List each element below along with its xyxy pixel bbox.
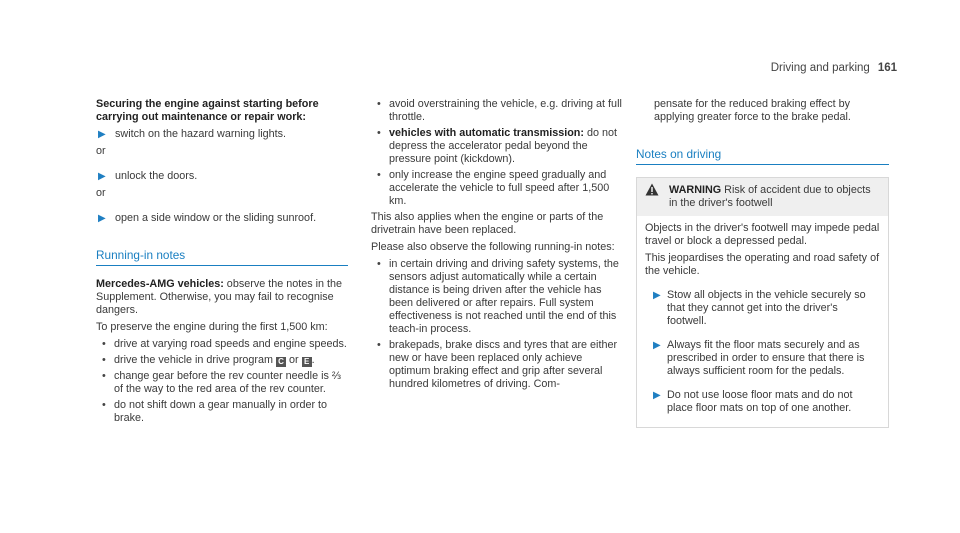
step-hazard-lights: ▶ switch on the hazard warning lights. <box>98 128 287 140</box>
warning-step: ▶ Stow all objects in the vehicle securely so that they cannot get into the driver's footwell. <box>653 289 866 327</box>
arrow-right-icon: ▶ <box>653 290 661 301</box>
step-open-window: ▶ open a side window or the sliding sunroof. <box>98 212 317 224</box>
step-unlock-doors: ▶ unlock the doors. <box>98 170 198 182</box>
arrow-right-icon: ▶ <box>98 171 106 182</box>
column-2 <box>371 98 623 394</box>
list-item: • only increase the engine speed gradually and accelerate the vehicle to full speed after 1,500 km. <box>371 169 623 208</box>
list-item: • change gear before the rev counter needle is ⅔ of the way to the red area of the rev counter. <box>96 370 348 396</box>
page-number: 161 <box>877 62 897 74</box>
column-1 <box>96 98 348 428</box>
paragraph: Please also observe the following running-in notes: <box>371 241 615 253</box>
warning-triangle-icon <box>645 183 659 200</box>
or-text: or <box>96 145 106 157</box>
list-item: • vehicles with automatic transmission: do not depress the accelerator pedal beyond the pressure point (kickdown). <box>371 127 623 166</box>
page-header <box>771 62 897 74</box>
continued-text: pensate for the reduced braking effect by applying greater force to the brake pedal. <box>654 98 851 123</box>
paragraph: This jeopardises the operating and road safety of the vehicle. <box>645 252 880 277</box>
list-item: • avoid overstraining the vehicle, e.g. driving at full throttle. <box>371 98 623 124</box>
column-3 <box>636 98 889 428</box>
securing-heading: Securing the engine against starting before carrying out maintenance or repair work: <box>96 98 319 123</box>
warning-box <box>636 177 889 428</box>
section-title-notes-on-driving: Notes on driving <box>636 148 889 165</box>
amg-note: Mercedes-AMG vehicles: observe the notes in the Supplement. Otherwise, you may fail to recognise dangers. <box>96 278 343 316</box>
list-item: • drive the vehicle in drive program C or E . <box>96 354 348 367</box>
warning-body <box>637 216 888 427</box>
header-section: Driving and parking <box>770 62 870 74</box>
paragraph: This also applies when the engine or parts of the drivetrain have been replaced. <box>371 211 604 236</box>
section-title-running-in: Running-in notes <box>96 249 348 266</box>
warning-label: WARNING <box>669 184 722 196</box>
drive-program-c-icon: C <box>276 357 286 367</box>
arrow-right-icon: ▶ <box>653 390 661 401</box>
drive-program-e-icon: E <box>302 357 312 367</box>
list-item: • drive at varying road speeds and engine speeds. <box>96 338 348 351</box>
paragraph: Objects in the driver's footwell may impede pedal travel or block a depressed pedal. <box>645 222 880 247</box>
list-item: • do not shift down a gear manually in order to brake. <box>96 399 348 425</box>
arrow-right-icon: ▶ <box>98 129 106 140</box>
list-item: • brakepads, brake discs and tyres that are either new or have been replaced only achieve optimum braking effect and grip after several hundred kilometres of driving. Com- <box>371 339 623 391</box>
warning-step: ▶ Do not use loose floor mats and do not place floor mats on top of one another. <box>653 389 853 414</box>
warning-title: Risk of accident due to objects in the driver's footwell <box>669 184 871 209</box>
arrow-right-icon: ▶ <box>98 213 106 224</box>
list-item: • in certain driving and driving safety systems, the sensors adjust automatically while a certain distance is being driven after the vehicle has been delivered or after repairs. Full system effectiveness is not reached until the end of this teach-in process. <box>371 258 623 336</box>
warning-step: ▶ Always fit the floor mats securely and as prescribed in order to ensure that there is always sufficient room for the pedals. <box>653 339 865 377</box>
preserve-text: To preserve the engine during the first 1,500 km: <box>96 321 328 333</box>
arrow-right-icon: ▶ <box>653 340 661 351</box>
warning-header <box>637 178 888 216</box>
or-text: or <box>96 187 106 199</box>
